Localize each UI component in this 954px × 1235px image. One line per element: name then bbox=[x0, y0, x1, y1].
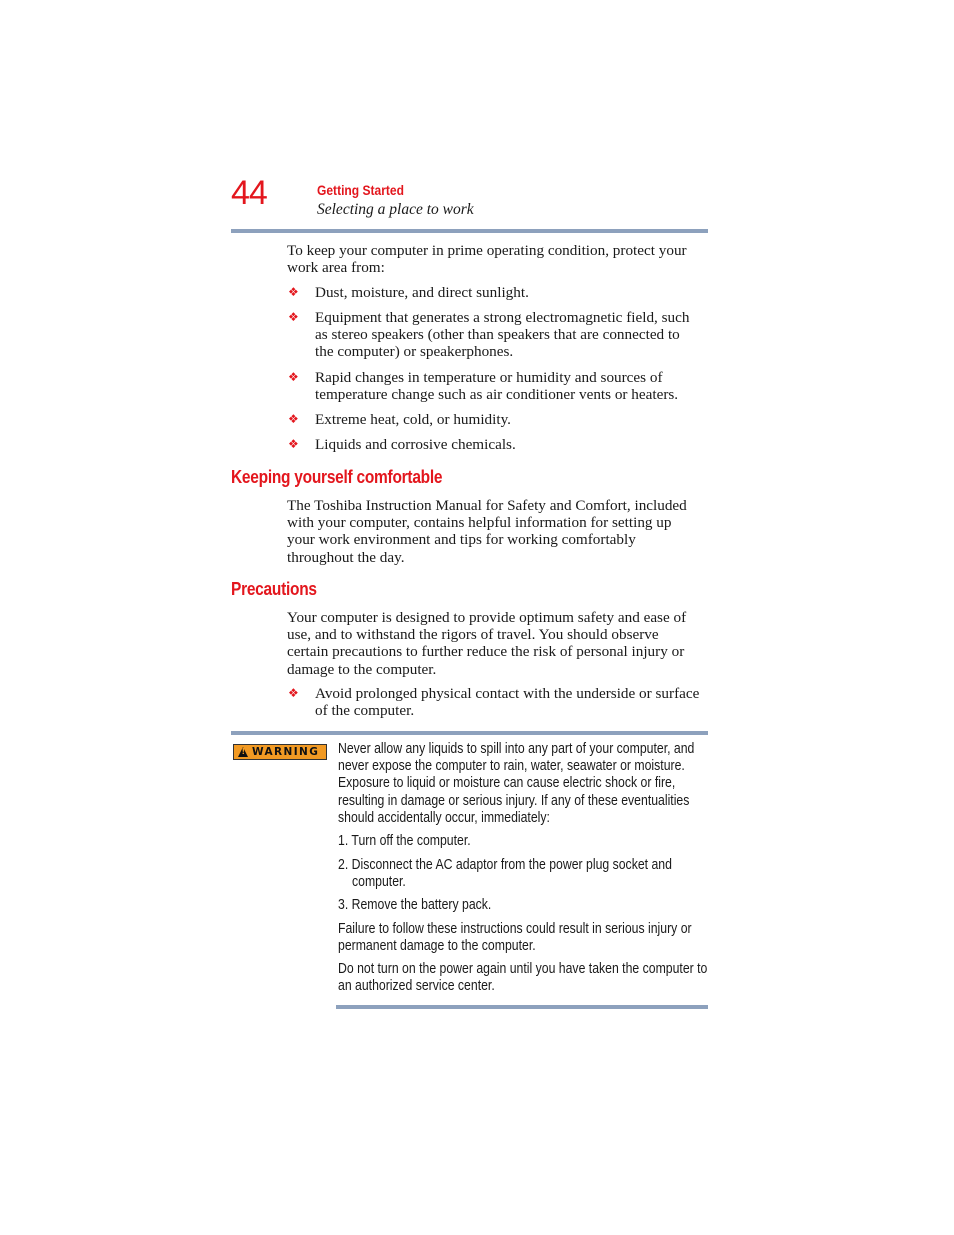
bullet-icon: ❖ bbox=[288, 285, 299, 299]
precautions-line: use, and to withstand the rigors of travel. You should observe bbox=[287, 626, 659, 644]
precautions-heading: Precautions bbox=[231, 579, 317, 599]
bullet-icon: ❖ bbox=[288, 437, 299, 451]
intro-paragraph bbox=[287, 242, 717, 276]
warning-triangle-icon bbox=[238, 747, 248, 757]
comfort-paragraph bbox=[287, 497, 717, 566]
list-item bbox=[315, 369, 715, 403]
warning-line: Failure to follow these instructions could result in serious injury or bbox=[338, 921, 692, 937]
comfort-line: with your computer, contains helpful information for setting up bbox=[287, 514, 672, 532]
warning-line: Do not turn on the power again until you have taken the computer to bbox=[338, 961, 708, 977]
list-item-line: Dust, moisture, and direct sunlight. bbox=[315, 284, 529, 301]
list-item-line: the computer) or speakerphones. bbox=[315, 343, 514, 361]
warning-step bbox=[338, 857, 736, 891]
warning-badge-label: WARNING bbox=[252, 746, 320, 758]
warning-final bbox=[338, 961, 778, 995]
list-item-line: Equipment that generates a strong electromagnetic field, such bbox=[315, 309, 690, 326]
warning-line: Exposure to liquid or moisture can cause electric shock or fire, bbox=[338, 775, 676, 792]
list-item-line: temperature change such as air conditioner vents or heaters. bbox=[315, 386, 679, 404]
bullet-icon: ❖ bbox=[288, 686, 299, 700]
warning-bottom-rule bbox=[336, 1005, 708, 1009]
precautions-line: damage to the computer. bbox=[287, 660, 437, 678]
warning-failure bbox=[338, 921, 759, 955]
warning-step-line: computer. bbox=[352, 874, 406, 891]
warning-intro bbox=[338, 741, 762, 827]
list-item-line: Rapid changes in temperature or humidity and sources of bbox=[315, 369, 663, 386]
list-item bbox=[315, 436, 715, 453]
comfort-line: The Toshiba Instruction Manual for Safety and Comfort, included bbox=[287, 497, 687, 514]
bullet-icon: ❖ bbox=[288, 310, 299, 324]
intro-line: To keep your computer in prime operating condition, protect your bbox=[287, 242, 687, 259]
header-rule bbox=[231, 229, 708, 233]
warning-line: should accidentally occur, immediately: bbox=[338, 809, 550, 826]
warning-step bbox=[338, 833, 496, 850]
intro-line: work area from: bbox=[287, 259, 385, 277]
warning-badge bbox=[233, 744, 327, 760]
list-item bbox=[315, 284, 715, 301]
list-item-line: Extreme heat, cold, or humidity. bbox=[315, 411, 511, 428]
list-item-line: Avoid prolonged physical contact with the underside or surface bbox=[315, 685, 700, 702]
warning-line: never expose the computer to rain, water, seawater or moisture. bbox=[338, 758, 685, 775]
warning-step-line: 2. Disconnect the AC adaptor from the power plug socket and bbox=[338, 857, 672, 873]
page-number: 44 bbox=[231, 174, 267, 212]
list-item bbox=[315, 411, 715, 428]
list-item-line: of the computer. bbox=[315, 702, 415, 720]
comfort-heading: Keeping yourself comfortable bbox=[231, 467, 443, 487]
warning-step-line: 1. Turn off the computer. bbox=[338, 833, 471, 849]
warning-step-line: 3. Remove the battery pack. bbox=[338, 897, 492, 913]
list-item bbox=[315, 309, 715, 361]
list-item-line: Liquids and corrosive chemicals. bbox=[315, 436, 516, 453]
warning-line: permanent damage to the computer. bbox=[338, 938, 536, 955]
comfort-line: your work environment and tips for working comfortably bbox=[287, 531, 636, 549]
precautions-paragraph bbox=[287, 609, 717, 678]
list-item bbox=[315, 685, 715, 719]
comfort-line: throughout the day. bbox=[287, 548, 405, 566]
section-title: Selecting a place to work bbox=[317, 201, 474, 218]
warning-step bbox=[338, 897, 521, 914]
bullet-icon: ❖ bbox=[288, 370, 299, 384]
bullet-icon: ❖ bbox=[288, 412, 299, 426]
precautions-line: Your computer is designed to provide optimum safety and ease of bbox=[287, 609, 687, 626]
warning-line: resulting in damage or serious injury. If any of these eventualities bbox=[338, 792, 690, 809]
warning-top-rule bbox=[231, 731, 708, 735]
warning-line: Never allow any liquids to spill into any part of your computer, and bbox=[338, 741, 695, 757]
warning-line: an authorized service center. bbox=[338, 978, 495, 995]
list-item-line: as stereo speakers (other than speakers that are connected to bbox=[315, 326, 680, 344]
chapter-title: Getting Started bbox=[317, 182, 404, 198]
precautions-line: certain precautions to further reduce the risk of personal injury or bbox=[287, 643, 685, 661]
